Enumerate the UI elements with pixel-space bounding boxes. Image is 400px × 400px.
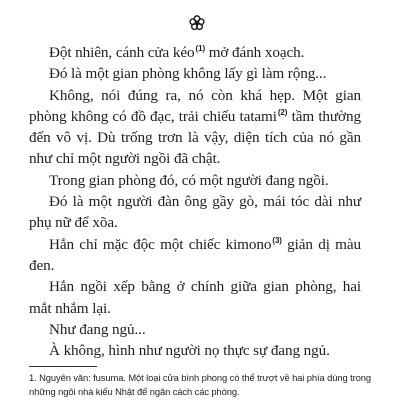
paragraph <box>29 42 361 63</box>
paragraph <box>29 85 361 170</box>
flower-ornament-icon <box>188 14 206 32</box>
paragraph <box>29 63 361 84</box>
story-text <box>29 42 361 361</box>
footnote <box>29 371 374 398</box>
paragraph-text: Hắn ngồi xếp bằng ở chính giữa gian phòng, hai mắt nhắm lại. <box>29 278 361 317</box>
footnote-marker: (2) <box>277 107 288 117</box>
footnote-text: 1. Nguyên văn: fusuma. Một loại cửa bình phong có thể trượt về hai phía dùng trong những ngôi nhà kiểu Nhật để ngăn cách các phòng. <box>29 372 371 397</box>
paragraph-text: mở đánh xoạch. <box>205 44 305 61</box>
paragraph <box>29 276 361 319</box>
paragraph-text: giản dị màu đen. <box>29 235 361 274</box>
footnote-marker: (1) <box>195 44 206 53</box>
paragraph-text: tầm thường đến vô vị. Dù trống trơn là vậy, diện tích của nó gần như chỉ một người ngồi đã chật. <box>29 107 361 168</box>
paragraph-text: Đột nhiên, cánh cửa kéo <box>49 44 195 61</box>
paragraph-text: Như đang ngủ... <box>49 320 146 338</box>
paragraph <box>29 234 361 277</box>
paragraph-text: Đó là một người đàn ông gầy gò, mái tóc dài như phụ nữ để xõa. <box>29 193 361 232</box>
footnote-divider <box>29 366 97 367</box>
paragraph <box>29 191 361 234</box>
footnote-marker: (3) <box>272 235 282 245</box>
paragraph-text: Không, nói đúng ra, nó còn khá hẹp. Một gian phòng không có đồ đạc, trải chiếu tatami <box>29 86 361 125</box>
paragraph-text: Trong gian phòng đó, có một người đang ngồi. <box>49 171 329 189</box>
paragraph <box>29 319 361 340</box>
paragraph <box>29 170 361 191</box>
paragraph-text: À không, hình như người nọ thực sự đang ngủ. <box>49 342 330 360</box>
paragraph <box>29 340 361 361</box>
paragraph-text: Hắn chỉ mặc độc một chiếc kimono <box>49 235 272 253</box>
paragraph-text: Đó là một gian phòng không lấy gì làm rộng... <box>49 65 327 83</box>
